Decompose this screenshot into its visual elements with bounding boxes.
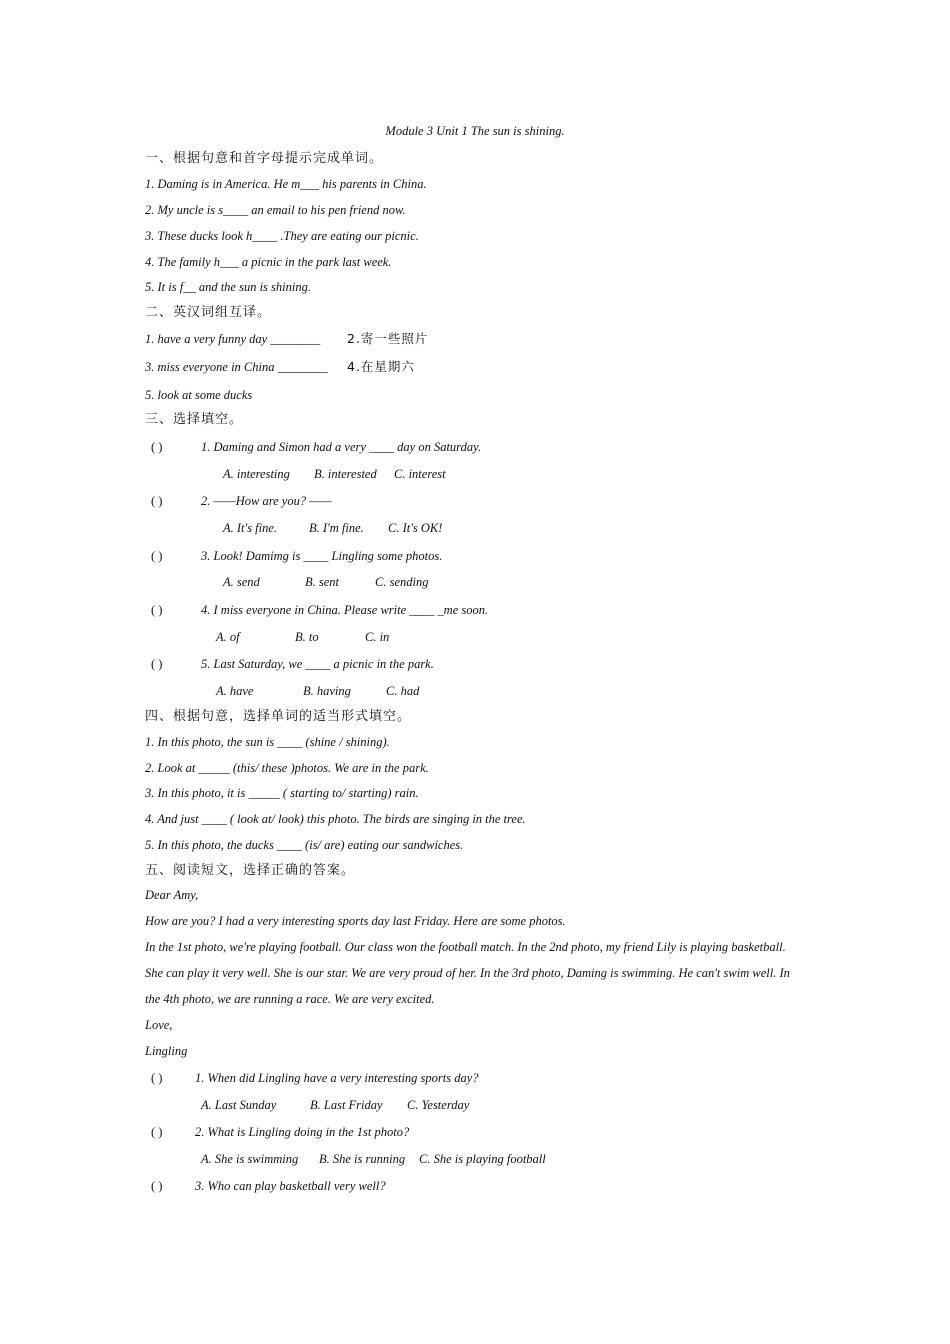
s3-q5-option-a: A. have	[216, 684, 254, 698]
s3-q4-option-c: C. in	[365, 630, 390, 644]
s3-q2-option-a: A. It's fine.	[223, 521, 278, 535]
s1-item-2: 2. My uncle is s____ an email to his pen friend now.	[145, 203, 406, 217]
s1-item-3: 3. These ducks look h____ .They are eating our picnic.	[145, 229, 419, 243]
section2-heading: 二、英汉词组互译。	[145, 305, 272, 320]
s3-q5-bracket[interactable]: ( )	[151, 657, 163, 671]
s2-item-2: 2.寄一些照片	[347, 331, 429, 346]
s5-q2: 2. What is Lingling doing in the 1st photo?	[195, 1125, 410, 1139]
s5-q1-option-b: B. Last Friday	[310, 1098, 383, 1112]
s3-q5: 5. Last Saturday, we ____ a picnic in the park.	[201, 657, 434, 671]
section3-heading: 三、选择填空。	[145, 412, 244, 427]
s3-q1: 1. Daming and Simon had a very ____ day on Saturday.	[201, 440, 482, 454]
s3-q3-option-b: B. sent	[305, 575, 340, 589]
s3-q5-option-c: C. had	[386, 684, 420, 698]
s3-q4-option-b: B. to	[295, 630, 319, 644]
s3-q1-option-a: A. interesting	[223, 467, 290, 481]
s3-q3-bracket[interactable]: ( )	[151, 549, 163, 563]
s3-q1-bracket[interactable]: ( )	[151, 440, 163, 454]
s5-q3-bracket[interactable]: ( )	[151, 1179, 163, 1193]
s3-q3-option-c: C. sending	[375, 575, 429, 589]
s5-q2-bracket[interactable]: ( )	[151, 1125, 163, 1139]
s5-q3: 3. Who can play basketball very well?	[195, 1179, 386, 1193]
s3-q3-option-a: A. send	[223, 575, 260, 589]
section5-heading: 五、阅读短文，选择正确的答案。	[145, 863, 356, 878]
s1-item-4: 4. The family h___ a picnic in the park last week.	[145, 255, 392, 269]
s2-item-5: 5. look at some ducks	[145, 388, 253, 402]
letter-greeting: Dear Amy,	[145, 888, 199, 902]
s4-item-5: 5. In this photo, the ducks ____ (is/ are) eating our sandwiches.	[145, 838, 464, 852]
s2-item-1: 1. have a very funny day ________	[145, 332, 321, 346]
s5-q1: 1. When did Lingling have a very interesting sports day?	[195, 1071, 479, 1085]
s4-item-1: 1. In this photo, the sun is ____ (shine / shining).	[145, 735, 390, 749]
letter-paragraph-2: In the 1st photo, we're playing football. Our class won the football match. In the 2nd photo, my friend Lily is playing basketball.	[145, 940, 786, 954]
s2-item-4: 4.在星期六	[347, 359, 415, 374]
s5-q2-option-c: C. She is playing football	[419, 1152, 546, 1166]
letter-paragraph-1: How are you? I had a very interesting sports day last Friday. Here are some photos.	[145, 914, 566, 928]
s5-q1-bracket[interactable]: ( )	[151, 1071, 163, 1085]
s3-q2: 2. ——How are you? ——	[201, 494, 332, 508]
s3-q5-option-b: B. having	[303, 684, 351, 698]
s5-q1-option-c: C. Yesterday	[407, 1098, 470, 1112]
s3-q4-bracket[interactable]: ( )	[151, 603, 163, 617]
letter-closing: Love,	[145, 1018, 173, 1032]
s3-q2-option-c: C. It's OK!	[388, 521, 443, 535]
s1-item-1: 1. Daming is in America. He m___ his parents in China.	[145, 177, 427, 191]
letter-signature: Lingling	[145, 1044, 188, 1058]
s5-q1-option-a: A. Last Sunday	[201, 1098, 277, 1112]
s3-q4-option-a: A. of	[216, 630, 240, 644]
s5-q2-option-a: A. She is swimming	[201, 1152, 299, 1166]
page-title: Module 3 Unit 1 The sun is shining.	[385, 124, 565, 138]
s2-item-3: 3. miss everyone in China ________	[145, 360, 328, 374]
s3-q1-option-c: C. interest	[394, 467, 446, 481]
s5-q2-option-b: B. She is running	[319, 1152, 406, 1166]
s1-item-5: 5. It is f__ and the sun is shining.	[145, 280, 311, 294]
s4-item-4: 4. And just ____ ( look at/ look) this photo. The birds are singing in the tree.	[145, 812, 526, 826]
letter-paragraph-4: the 4th photo, we are running a race. We are very excited.	[145, 992, 435, 1006]
s3-q3: 3. Look! Damimg is ____ Lingling some photos.	[201, 549, 443, 563]
letter-paragraph-3: She can play it very well. She is our star. We are very proud of her. In the 3rd photo, Daming is swimming. He can't swim well. In	[145, 966, 790, 980]
section4-heading: 四、根据句意，选择单词的适当形式填空。	[145, 709, 412, 724]
s4-item-3: 3. In this photo, it is _____ ( starting to/ starting) rain.	[145, 786, 419, 800]
s4-item-2: 2. Look at _____ (this/ these )photos. We are in the park.	[145, 761, 429, 775]
s3-q1-option-b: B. interested	[314, 467, 377, 481]
s3-q4: 4. I miss everyone in China. Please write ____ _me soon.	[201, 603, 489, 617]
section1-heading: 一、根据句意和首字母提示完成单词。	[145, 151, 384, 166]
s3-q2-bracket[interactable]: ( )	[151, 494, 163, 508]
s3-q2-option-b: B. I'm fine.	[309, 521, 364, 535]
